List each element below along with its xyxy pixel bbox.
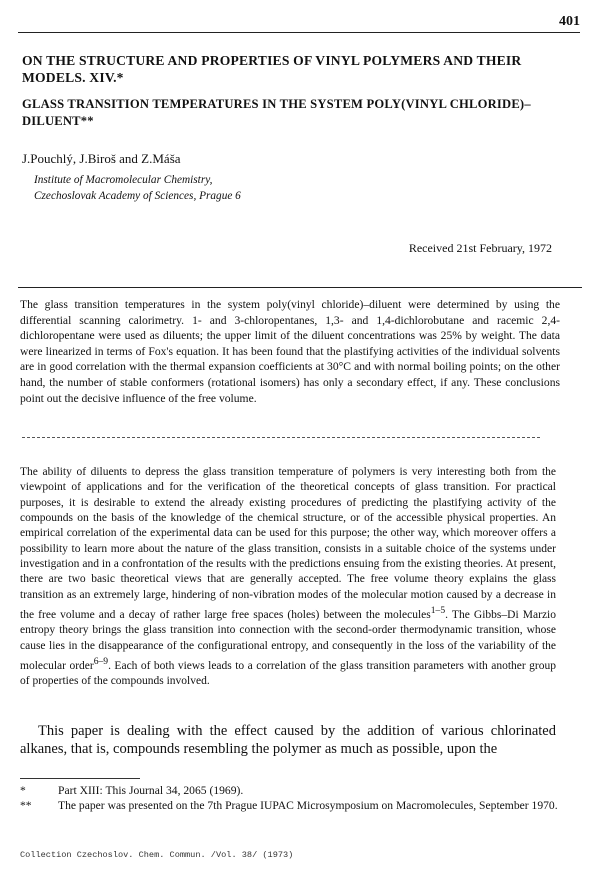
received-date: Received 21st February, 1972 — [408, 241, 552, 255]
body-paragraph-2: This paper is dealing with the effect caused by the addition of various chlorinated alkanes, that is, compounds resembling the polymer as much as possible, upon the — [20, 723, 556, 757]
footnote-text: The paper was presented on the 7th Prague IUPAC Microsymposium on Macromolecules, September 1970. — [58, 799, 558, 812]
body-paragraph-1 — [20, 465, 556, 689]
page-number: 401 — [559, 14, 580, 29]
reference-superscript: 6–9 — [93, 655, 109, 667]
abstract-top-rule — [18, 287, 582, 288]
footnote-rule — [20, 778, 140, 779]
body-text-part-3: . Each of both views leads to a correlation of the glass transition parameters with another group of properties of the compounds involved. — [20, 659, 557, 688]
abstract-bottom-rule — [22, 437, 540, 438]
footnote — [20, 798, 560, 813]
abstract: The glass transition temperatures in the system poly(vinyl chloride)–diluent were determined by using the differential scanning calorimetry. 1- and 3-chloropentanes, 1,3- and 1,4-dichlorobutane and racemic 2,4-dichloropentane were used as diluents; the upper limit of the diluent concentrations was 25% by weight. The data were linearized in terms of Fox's equation. It has been found that the plastifying activities of the individual solvents are in good correlation with the thermal expansion coefficients at 30°C and with normal boiling points; on the other hand, the number of stable conformers (rotational isomers) has only a secondary effect, if any. These conclusions point out the decisive influence of the free volume. — [20, 298, 560, 405]
body-text-part-2: . The Gibbs–Di Marzio entropy theory brings the glass transition into connection with the second-order thermodynamic transition, whose cause lies in the disappearance of the configurational entropy, and consequently in the loss of the variability of the molecular order — [20, 608, 556, 672]
reference-superscript: 1–5 — [430, 605, 446, 617]
affiliation-line-2: Czechoslovak Academy of Sciences, Prague 6 — [34, 190, 241, 202]
paper-title: ON THE STRUCTURE AND PROPERTIES OF VINYL POLYMERS AND THEIR MODELS. XIV.* — [22, 53, 522, 85]
footnotes — [20, 783, 560, 813]
affiliation-line-1: Institute of Macromolecular Chemistry, — [34, 174, 213, 186]
footnote — [20, 783, 560, 798]
journal-citation: Collection Czechoslov. Chem. Commun. /Vol. 38/ (1973) — [20, 850, 294, 860]
affiliation — [34, 172, 241, 204]
paper-subtitle: GLASS TRANSITION TEMPERATURES IN THE SYSTEM POLY(VINYL CHLORIDE)–DILUENT** — [22, 97, 531, 128]
body-text-part-1: The ability of diluents to depress the glass transition temperature of polymers is very interesting both from the viewpoint of applications and for the verification of the theoretical concepts of glass transition. For practical purposes, it is desirable to extend the already existing procedures of predicting the plastifying activity of the compounds on the basis of the knowledge of the chemical structure, or of the accessible physical properties. An empirical correlation of the experimental data can be used for this purpose; the other way, which moreover offers a possibility to learn more about the nature of the glass transition, consists in a suitable choice of the systems under investigation and in a confrontation of the results with the predictions ensuing from the existing theories. At present, there are two basic theoretical views that are generally accepted. The free volume theory explains the glass transition as an extremely large, hindering of non-vibration modes of the molecular motion caused by a decrease in the free volume and a decay of rather large free spaces (holes) between the molecules — [20, 466, 556, 621]
footnote-text: Part XIII: This Journal 34, 2065 (1969). — [58, 784, 244, 797]
footnote-mark: ** — [20, 799, 32, 812]
header-rule — [18, 32, 580, 33]
footnote-mark: * — [20, 784, 26, 797]
authors: J.Pouchlý, J.Biroš and Z.Máša — [22, 151, 181, 166]
